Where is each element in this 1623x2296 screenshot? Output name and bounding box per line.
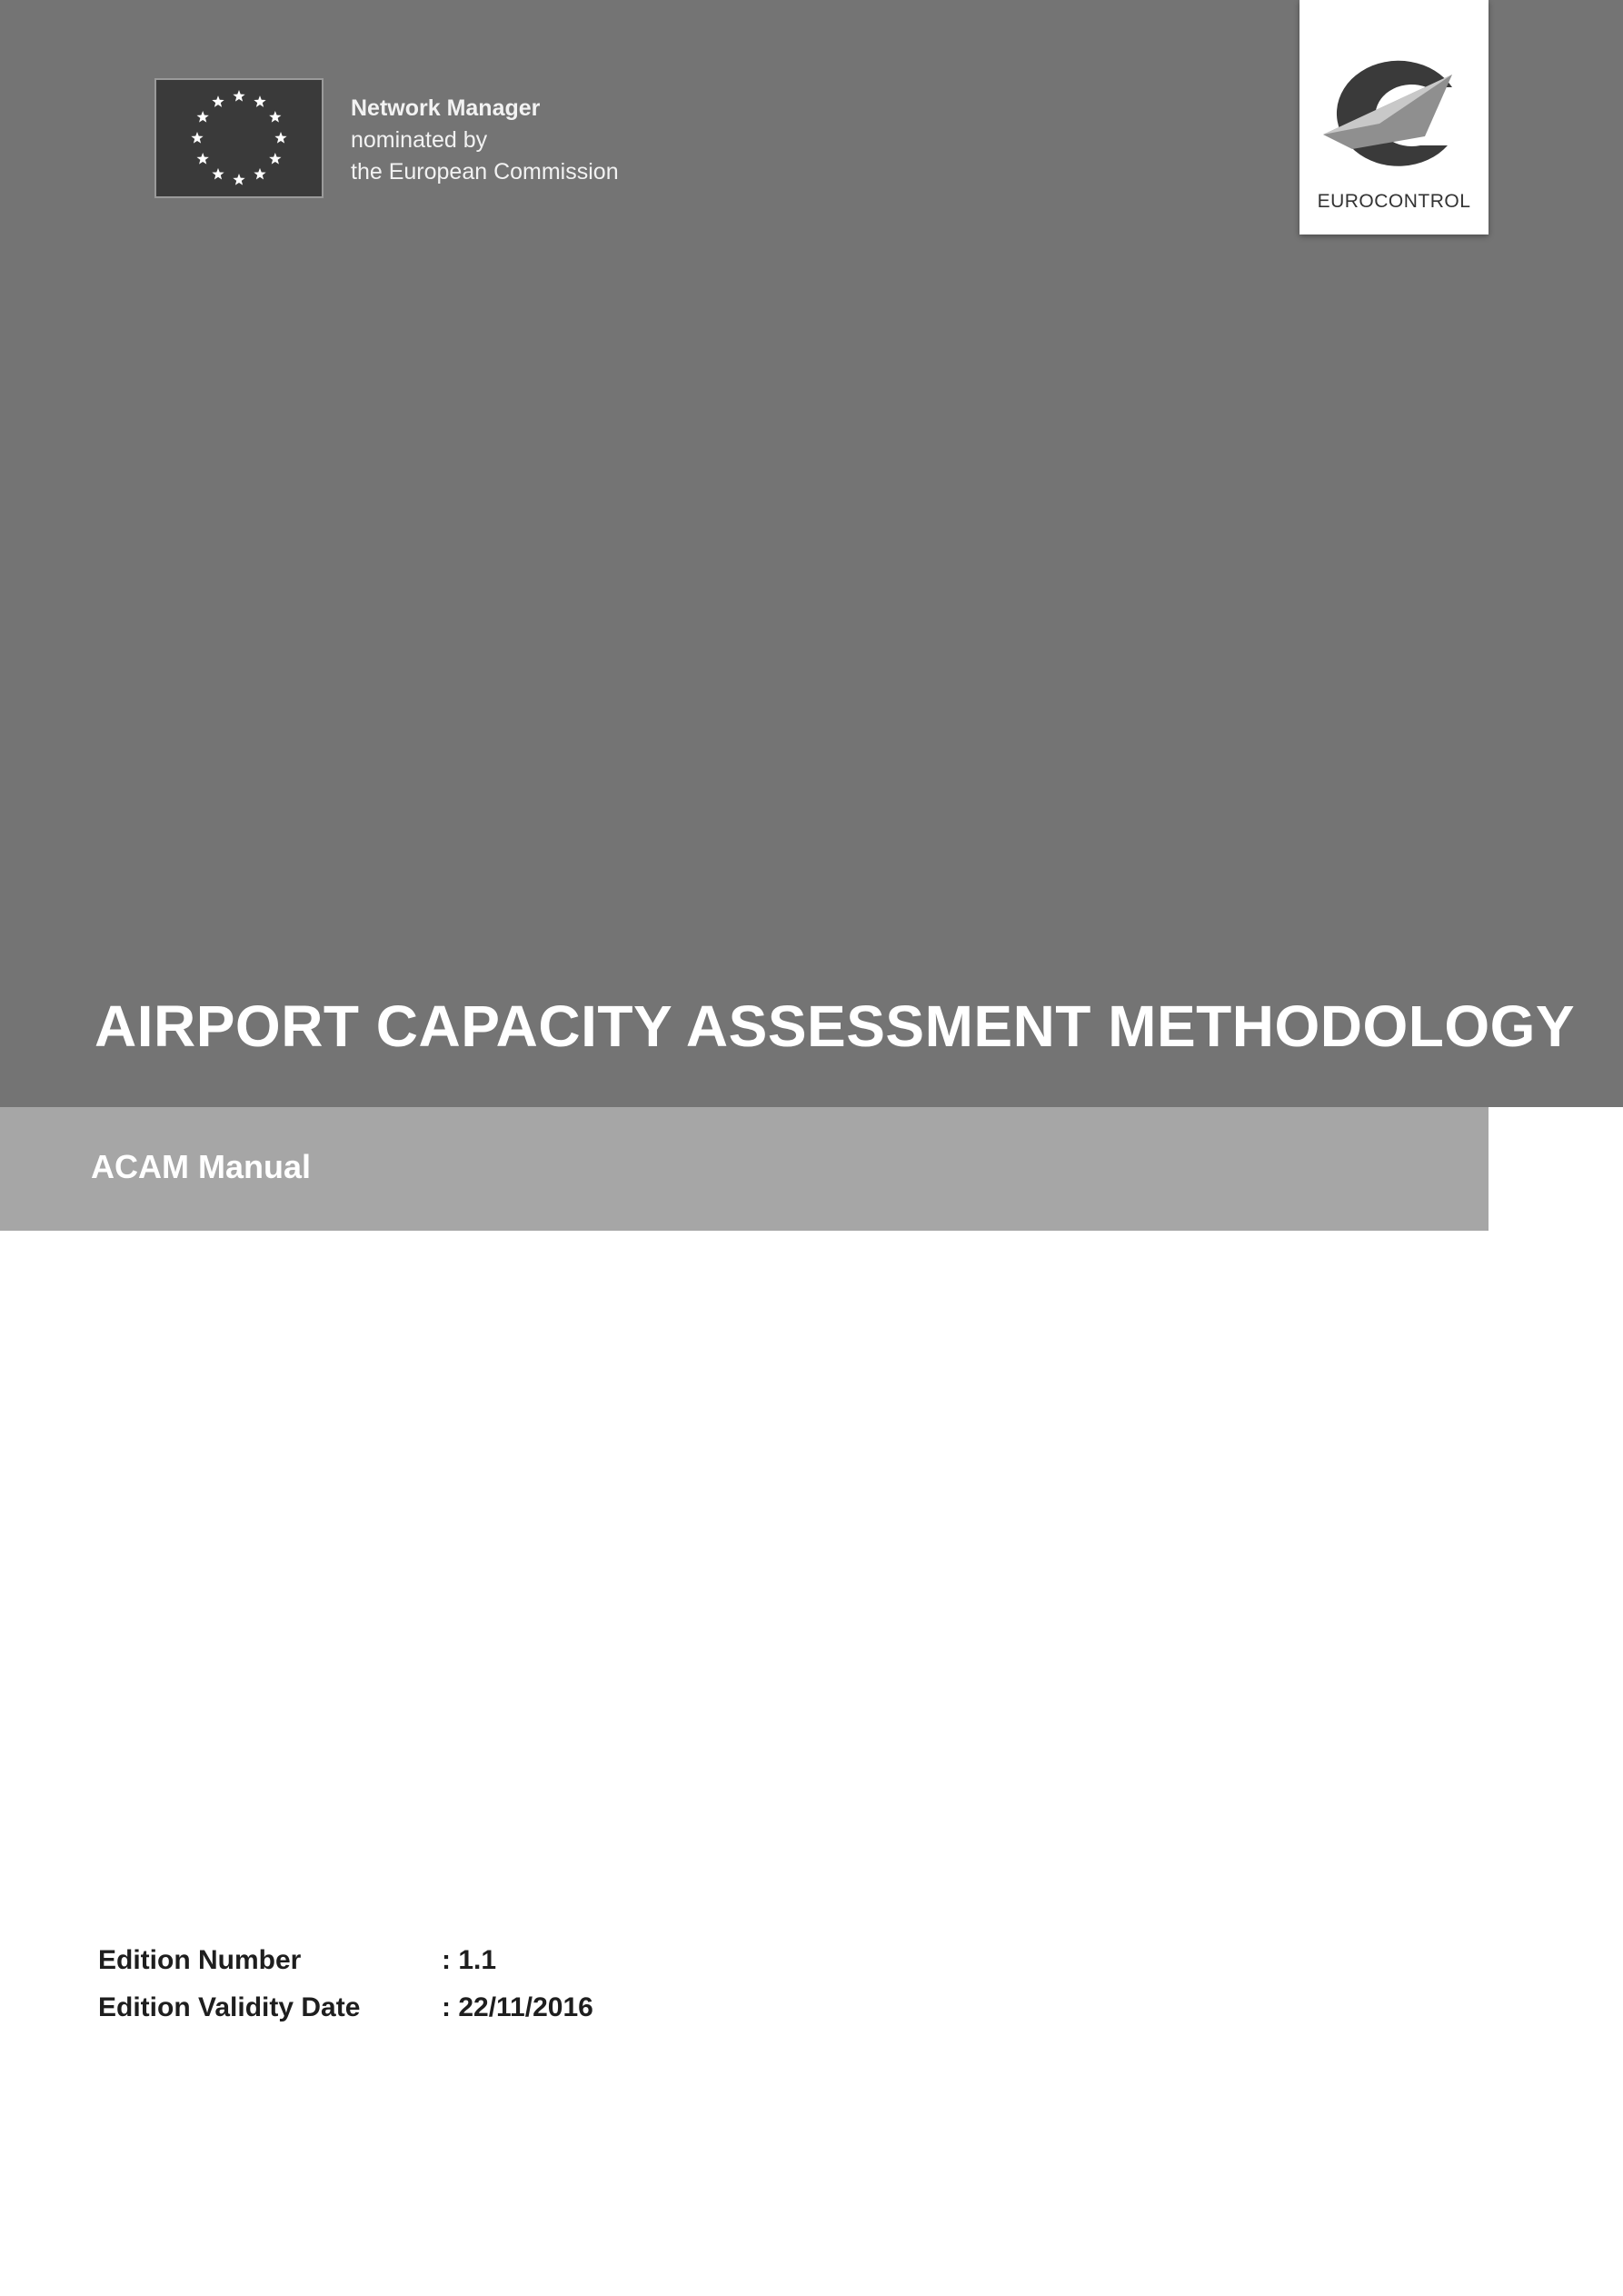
eu-star-icon xyxy=(269,153,281,165)
edition-date-value: : 22/11/2016 xyxy=(442,1992,593,2022)
eu-star-icon xyxy=(233,90,244,102)
network-manager-label xyxy=(351,93,619,188)
eu-star-icon xyxy=(197,153,209,165)
nominated-by-text: nominated by xyxy=(351,127,488,153)
eu-star-icon xyxy=(212,95,224,107)
eu-star-icon xyxy=(254,168,265,180)
edition-number-value: : 1.1 xyxy=(442,1945,497,1975)
eu-flag-icon xyxy=(154,78,324,198)
edition-number-label: Edition Number xyxy=(98,1945,302,1975)
eu-star-icon xyxy=(274,132,286,144)
eu-star-icon xyxy=(254,95,265,107)
document-subtitle: ACAM Manual xyxy=(91,1148,311,1185)
eu-star-icon xyxy=(197,111,209,123)
eu-star-icon xyxy=(212,168,224,180)
subtitle-band xyxy=(0,1107,1489,1231)
european-commission-text: the European Commission xyxy=(351,159,619,185)
cover-hero xyxy=(0,0,1623,1107)
eurocontrol-logo-icon xyxy=(1316,47,1472,184)
network-manager-title: Network Manager xyxy=(351,95,541,121)
eu-star-icon xyxy=(191,132,203,144)
document-title: AIRPORT CAPACITY ASSESSMENT METHODOLOGY xyxy=(95,993,1576,1059)
eu-star-icon xyxy=(233,174,244,185)
eurocontrol-logo xyxy=(1299,0,1489,235)
eu-star-icon xyxy=(269,111,281,123)
eurocontrol-wordmark: EUROCONTROL xyxy=(1317,191,1471,212)
edition-date-label: Edition Validity Date xyxy=(98,1992,361,2022)
